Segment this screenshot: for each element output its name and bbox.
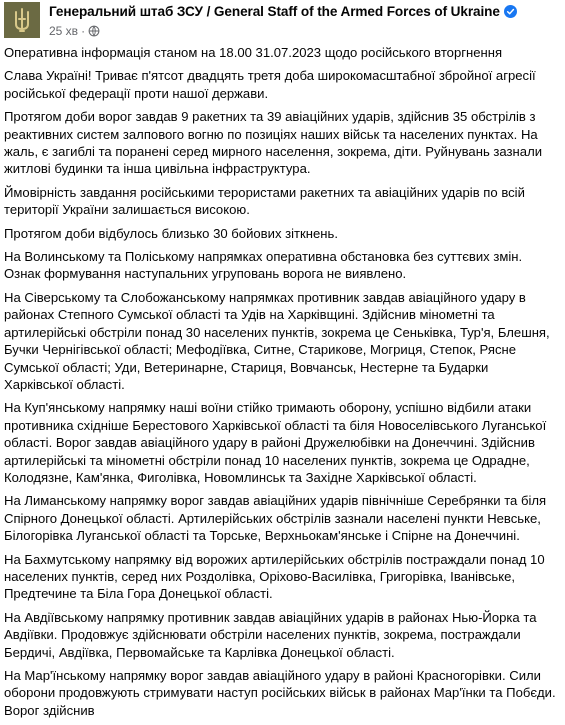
post-paragraph: Оперативна інформація станом на 18.00 31.07.2023 щодо російського вторгнення (4, 45, 503, 60)
post-body (4, 44, 560, 725)
post-paragraph: На Лиманському напрямку ворог завдав авіаційних ударів північніше Серебрянки та біля Спірного Донецької області. Артилерійських обстрілів зазнали населені пункти Невське, Білогорівка Луганської області та Торське, Верхньокам'янське і Спірне на Донеччині. (4, 493, 547, 544)
post-paragraph: На Куп'янському напрямку наші воїни стійко тримають оборону, успішно відбили атаки противника східніше Берестового Харківської області та біля Новоселівського Луганської області. Ворог завдав авіаційного удару в районі Дружелюбівки на Донеччині. Здійснив артилерійські та мінометні обстріли понад 10 населених пунктів, зокрема це Одрадне, Колодязне, Кам'янка, Фиголівка, Новомлинськ та Західне Харківської області. (4, 400, 547, 485)
post-paragraph: Протягом доби відбулось близько 30 бойових зіткнень. (4, 225, 338, 241)
post-paragraph: Ймовірність завдання російськими терористами ракетних та авіаційних ударів по всій території України залишається високою. (4, 184, 525, 218)
globe-icon[interactable] (88, 25, 100, 40)
post-paragraph: На Бахмутському напрямку від ворожих артилерійських обстрілів постраждали понад 10 населених пунктів, серед них Роздолівка, Оріхово-Василівка, Григорівка, Іванівське, Предтечине та Біла Гора Донецької області. (4, 551, 545, 602)
verified-badge-icon (504, 5, 517, 21)
page-name-link[interactable] (49, 4, 517, 21)
post-paragraph: На Волинському та Поліському напрямках оперативна обстановка без суттєвих змін. Ознак формування наступальних угруповань ворога не виявлено. (4, 249, 523, 282)
trident-emblem-icon (4, 2, 40, 38)
post-paragraph: На Авдіївському напрямку противник завдав авіаційних ударів в районах Нью-Йорка та Авдіївки. Продовжує здійснювати обстріли населених пунктів, зокрема, постраждали Бердичі, Авдіївка, Первомайське та Карлівка Донецької області. (4, 609, 537, 660)
post-timestamp[interactable]: 25 хв (49, 24, 79, 38)
page-avatar[interactable] (4, 2, 40, 38)
post-paragraph: На Мар'їнському напрямку ворог завдав авіаційного удару в районі Красногорівки. Сили оборони продовжують стримувати наступ російських військ в районах Мар'їнки та Побєди. Ворог здійснив (4, 668, 556, 718)
meta-separator: · (81, 24, 86, 38)
page-name[interactable]: Генеральний штаб ЗСУ / General Staff of the Armed Forces of Ukraine (49, 4, 500, 19)
post-paragraph: Слава Україні! Триває п'ятсот двадцять третя доба широкомасштабної збройної агресії російської федерації проти нашої держави. (4, 68, 536, 101)
post-paragraph: Протягом доби ворог завдав 9 ракетних та 39 авіаційних ударів, здійснив 35 обстрілів з реактивних систем залпового вогню по позиціях наших військ та населених пунктах. На жаль, є загиблі та поранені серед мирного населення, зокрема, діти. Руйнувань зазнали житлові будинки та інша цивільна інфраструктура. (4, 109, 543, 177)
post-paragraph: На Сіверському та Слобожанському напрямках противник завдав авіаційного удару в районах Степного Сумської області та Удів на Харківщині. Здійснив мінометні та артилерійські обстріли понад 30 населених пунктів, зокрема це Сеньківка, Тур'я, Блешня, Бучки Чернігівської області; Мефодіївка, Ситне, Старикове, Могриця, Степок, Рясне Сумської області; Уди, Ветеринарне, Стариця, Вовчанськ, Нестерне та Бударки Харківської області. (4, 289, 550, 392)
post-header (4, 0, 565, 44)
post-meta (49, 24, 100, 40)
